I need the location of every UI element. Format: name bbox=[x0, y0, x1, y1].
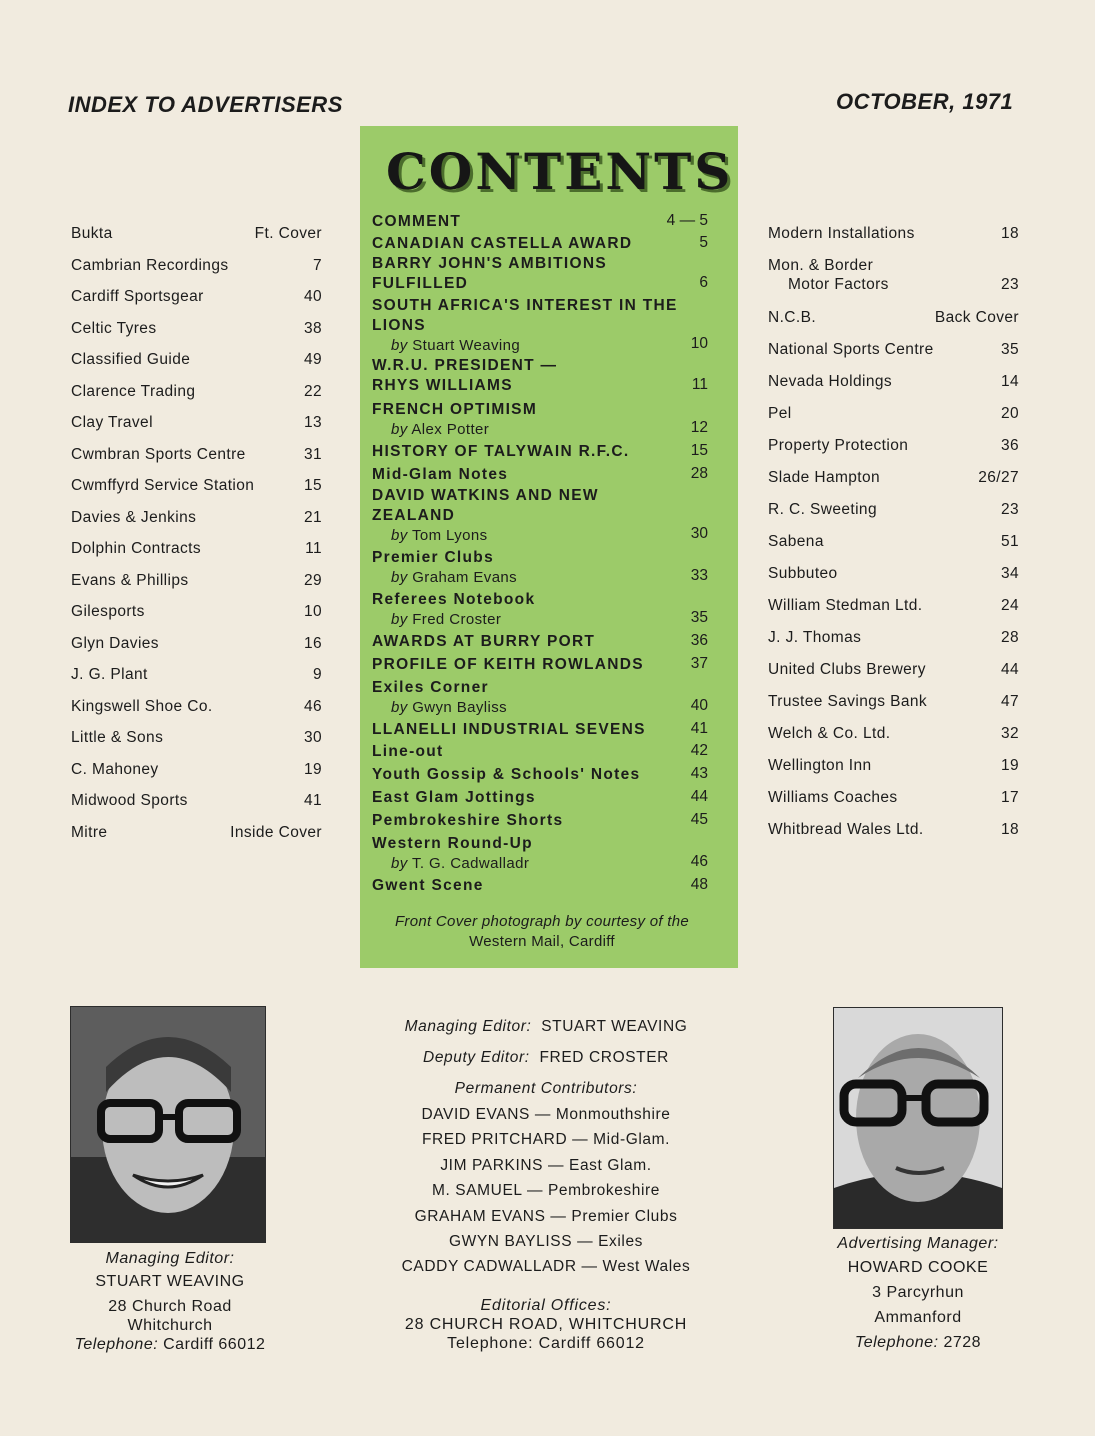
contents-item bbox=[372, 765, 722, 785]
contents-item bbox=[372, 356, 722, 396]
advertiser-page: 51 bbox=[1000, 533, 1019, 550]
contributor-line: GWYN BAYLISS — Exiles bbox=[448, 1232, 644, 1250]
contents-item-title: Exiles Corner bbox=[372, 679, 489, 696]
advertiser-row bbox=[768, 628, 1019, 660]
managing-editor-photo bbox=[70, 1006, 266, 1243]
contents-item-title: W.R.U. PRESIDENT — RHYS WILLIAMS bbox=[372, 357, 558, 394]
author-prefix: by bbox=[391, 421, 408, 438]
contents-item bbox=[372, 465, 722, 485]
advertiser-row bbox=[71, 634, 322, 666]
advertiser-page: 29 bbox=[303, 571, 322, 589]
contents-item-page: 11 bbox=[691, 376, 708, 393]
advertiser-page: 11 bbox=[305, 540, 322, 557]
advertising-manager-caption bbox=[808, 1234, 1028, 1352]
advertiser-page: 47 bbox=[1000, 693, 1019, 710]
contents-item bbox=[372, 400, 722, 439]
advertiser-page: 34 bbox=[1000, 565, 1019, 582]
advertiser-row bbox=[768, 660, 1019, 692]
advertiser-row bbox=[71, 508, 322, 540]
contents-heading: CONTENTS bbox=[386, 142, 734, 201]
contents-item-title: Line-out bbox=[372, 743, 444, 760]
contents-item-title: PROFILE OF KEITH ROWLANDS bbox=[372, 656, 644, 673]
advertiser-row bbox=[768, 564, 1019, 596]
contents-item-page: 43 bbox=[690, 765, 708, 782]
advertiser-page: 31 bbox=[303, 445, 322, 463]
contents-item bbox=[372, 590, 722, 629]
cover-credit-line2: Western Mail, Cardiff bbox=[469, 933, 615, 950]
contents-item-page: 5 bbox=[699, 234, 708, 251]
advertiser-page: 19 bbox=[303, 760, 322, 778]
contents-item-title: SOUTH AFRICA'S INTEREST IN THE LIONS bbox=[372, 297, 678, 334]
advertiser-name: United Clubs Brewery bbox=[768, 661, 926, 678]
contents-item-page: 36 bbox=[690, 632, 708, 649]
advertiser-page: 49 bbox=[303, 351, 322, 368]
contents-item-title: CANADIAN CASTELLA AWARD bbox=[372, 235, 633, 252]
cover-credit-line1: Front Cover photograph by courtesy of the bbox=[394, 913, 690, 930]
advertiser-row bbox=[768, 788, 1019, 820]
advertiser-page: 16 bbox=[303, 634, 322, 652]
contents-item-title: Referees Notebook bbox=[372, 591, 536, 608]
advertiser-row bbox=[71, 571, 322, 603]
contents-item-page: 12 bbox=[690, 419, 708, 436]
advertiser-row bbox=[71, 665, 322, 697]
advertiser-name: Mon. & Border bbox=[768, 257, 874, 274]
contents-item-title: Youth Gossip & Schools' Notes bbox=[372, 766, 641, 783]
advertiser-name: J. J. Thomas bbox=[768, 629, 862, 646]
caption-address-2: Ammanford bbox=[874, 1309, 962, 1326]
advertiser-page: 41 bbox=[303, 792, 322, 809]
contents-item bbox=[372, 876, 722, 896]
advertiser-name: Celtic Tyres bbox=[71, 319, 157, 337]
editorial-staff bbox=[360, 1016, 732, 1282]
advertiser-row bbox=[71, 445, 322, 477]
advertiser-page: 46 bbox=[303, 697, 322, 715]
advertiser-row bbox=[768, 692, 1019, 724]
contributor-line: GRAHAM EVANS — Premier Clubs bbox=[414, 1207, 678, 1225]
advertiser-row bbox=[71, 791, 322, 823]
advertiser-row bbox=[768, 308, 1019, 340]
contents-item-page: 28 bbox=[690, 465, 708, 482]
contents-item-title: Premier Clubs bbox=[372, 549, 494, 566]
contents-item-page: 46 bbox=[690, 853, 708, 870]
author-prefix: by bbox=[391, 611, 408, 628]
advertiser-name: Gilesports bbox=[71, 603, 145, 620]
advertiser-row bbox=[768, 404, 1019, 436]
managing-editor-line: Managing Editor: STUART WEAVING bbox=[404, 1018, 688, 1035]
advertiser-page: 15 bbox=[303, 477, 322, 494]
advertiser-name: Cwmbran Sports Centre bbox=[71, 445, 246, 463]
author-name: Tom Lyons bbox=[411, 527, 488, 544]
author-name: Stuart Weaving bbox=[412, 337, 521, 354]
contents-item-page: 45 bbox=[690, 811, 708, 828]
advertiser-name: William Stedman Ltd. bbox=[768, 597, 923, 614]
contents-item-author bbox=[372, 854, 722, 873]
advertiser-page: 13 bbox=[303, 414, 322, 431]
contributor-line: CADDY CADWALLADR — West Wales bbox=[401, 1258, 691, 1276]
advertiser-page: 36 bbox=[1000, 437, 1019, 454]
advertiser-row bbox=[71, 728, 322, 760]
advertiser-name: C. Mahoney bbox=[71, 760, 159, 778]
issue-date: OCTOBER, 1971 bbox=[836, 89, 1014, 114]
author-prefix: by bbox=[391, 855, 408, 872]
advertiser-name: Cwmffyrd Service Station bbox=[71, 477, 255, 494]
contents-panel bbox=[360, 126, 738, 968]
advertiser-name: Nevada Holdings bbox=[768, 373, 893, 390]
author-prefix: by bbox=[391, 337, 408, 354]
advertiser-row bbox=[71, 413, 322, 445]
contributors-label: Permanent Contributors: bbox=[454, 1080, 638, 1097]
contents-item-page: 6 bbox=[699, 274, 708, 291]
advertiser-name: Bukta bbox=[71, 225, 113, 242]
advertiser-page: 14 bbox=[1000, 373, 1019, 390]
advertiser-name: Glyn Davies bbox=[71, 634, 159, 652]
advertiser-page: 22 bbox=[303, 382, 322, 400]
contributor-line: M. SAMUEL — Pembrokeshire bbox=[431, 1182, 661, 1200]
contents-item-author bbox=[372, 568, 722, 587]
advertiser-name: Slade Hampton bbox=[768, 469, 881, 486]
advertiser-row bbox=[71, 319, 322, 351]
advertiser-row bbox=[71, 350, 322, 382]
advertiser-row bbox=[71, 823, 322, 855]
contents-item-title: AWARDS AT BURRY PORT bbox=[372, 633, 596, 650]
author-name: T. G. Cadwalladr bbox=[411, 855, 530, 872]
contents-item-author bbox=[372, 610, 722, 629]
caption-address-1: 28 Church Road bbox=[108, 1298, 232, 1315]
contents-item bbox=[372, 548, 722, 587]
offices-address: 28 CHURCH ROAD, WHITCHURCH bbox=[404, 1316, 688, 1333]
advertiser-page: Inside Cover bbox=[230, 823, 322, 841]
advertiser-row bbox=[768, 224, 1019, 256]
advertiser-row bbox=[71, 760, 322, 792]
contents-item-title: East Glam Jottings bbox=[372, 789, 536, 806]
advertiser-row bbox=[768, 340, 1019, 372]
offices-telephone: Telephone: Cardiff 66012 bbox=[447, 1335, 645, 1352]
author-prefix: by bbox=[391, 527, 408, 544]
advertiser-row bbox=[71, 382, 322, 414]
contents-item-title: DAVID WATKINS AND NEW ZEALAND bbox=[372, 487, 599, 524]
caption-address-2: Whitchurch bbox=[127, 1317, 213, 1334]
author-prefix: by bbox=[391, 699, 408, 716]
advertiser-name: Cambrian Recordings bbox=[71, 256, 229, 274]
advertiser-name: Wellington Inn bbox=[768, 757, 872, 774]
contents-item bbox=[372, 811, 722, 831]
contents-item-title: Western Round-Up bbox=[372, 835, 533, 852]
caption-telephone: Telephone: 2728 bbox=[854, 1334, 982, 1351]
contents-item-page: 40 bbox=[690, 697, 708, 714]
advertiser-page: 23 bbox=[1000, 276, 1019, 293]
advertiser-name: N.C.B. bbox=[768, 309, 817, 326]
contents-item-page: 35 bbox=[690, 609, 708, 626]
advertiser-name: Mitre bbox=[71, 823, 108, 841]
advertiser-page: 18 bbox=[1000, 225, 1019, 242]
contents-item-page: 44 bbox=[690, 788, 708, 805]
contents-item bbox=[372, 234, 722, 254]
advertiser-name-line2: Motor Factors bbox=[788, 276, 889, 293]
advertiser-row bbox=[768, 256, 1019, 308]
advertisers-list-left bbox=[71, 224, 322, 854]
advertiser-page: 35 bbox=[1000, 341, 1019, 358]
advertiser-name: Sabena bbox=[768, 533, 824, 550]
advertiser-page: 20 bbox=[1000, 405, 1019, 422]
advertiser-name: R. C. Sweeting bbox=[768, 501, 877, 518]
advertiser-row bbox=[768, 372, 1019, 404]
author-name: Alex Potter bbox=[411, 421, 490, 438]
contents-item bbox=[372, 834, 722, 873]
contents-item-page: 42 bbox=[690, 742, 708, 759]
contents-item-page: 41 bbox=[690, 720, 708, 737]
caption-role: Managing Editor: bbox=[105, 1250, 235, 1267]
contents-item bbox=[372, 212, 722, 232]
advertiser-name: J. G. Plant bbox=[71, 666, 148, 683]
contents-item-title: Pembrokeshire Shorts bbox=[372, 812, 564, 829]
advertiser-page: 18 bbox=[1000, 821, 1019, 838]
advertiser-name: Davies & Jenkins bbox=[71, 508, 197, 526]
contents-item-page: 37 bbox=[690, 655, 708, 672]
advertiser-name: Classified Guide bbox=[71, 351, 191, 368]
advertiser-page: 40 bbox=[303, 288, 322, 305]
contents-item-author bbox=[372, 698, 722, 717]
contents-item-page: 15 bbox=[690, 442, 708, 459]
contents-item bbox=[372, 442, 722, 462]
contents-item-page: 10 bbox=[690, 335, 708, 352]
caption-address-1: 3 Parcyrhun bbox=[872, 1284, 964, 1301]
contents-item bbox=[372, 655, 722, 675]
caption-name: STUART WEAVING bbox=[95, 1273, 245, 1290]
advertiser-page: 24 bbox=[1000, 597, 1019, 614]
advertiser-name: National Sports Centre bbox=[768, 341, 934, 358]
advertiser-row bbox=[768, 820, 1019, 852]
advertiser-name: Modern Installations bbox=[768, 225, 915, 242]
contents-item bbox=[372, 788, 722, 808]
author-prefix: by bbox=[391, 569, 408, 586]
author-name: Fred Croster bbox=[412, 611, 502, 628]
advertiser-row bbox=[768, 532, 1019, 564]
advertiser-row bbox=[768, 756, 1019, 788]
contents-item-title: BARRY JOHN'S AMBITIONS FULFILLED bbox=[372, 255, 607, 292]
advertiser-page: 21 bbox=[303, 508, 322, 526]
advertiser-name: Clarence Trading bbox=[71, 382, 196, 400]
author-name: Gwyn Bayliss bbox=[412, 699, 508, 716]
advertiser-page: 30 bbox=[303, 729, 322, 746]
advertisers-list-right bbox=[768, 224, 1019, 852]
contents-item-title: LLANELLI INDUSTRIAL SEVENS bbox=[372, 721, 646, 738]
advertiser-name: Welch & Co. Ltd. bbox=[768, 725, 891, 742]
contents-item-title: HISTORY OF TALYWAIN R.F.C. bbox=[372, 443, 630, 460]
contents-item-page: 33 bbox=[690, 567, 708, 584]
advertiser-row bbox=[768, 724, 1019, 756]
deputy-editor-line: Deputy Editor: FRED CROSTER bbox=[423, 1049, 669, 1066]
contents-item bbox=[372, 296, 722, 355]
contents-item-page: 4 — 5 bbox=[666, 212, 708, 229]
contents-item-author bbox=[372, 336, 722, 355]
advertiser-row bbox=[768, 468, 1019, 500]
advertiser-page: 9 bbox=[312, 666, 322, 683]
contributor-line: JIM PARKINS — East Glam. bbox=[440, 1156, 652, 1174]
contents-item-page: 30 bbox=[690, 525, 708, 542]
managing-editor-caption bbox=[60, 1249, 280, 1354]
advertiser-row bbox=[71, 602, 322, 634]
advertiser-row bbox=[71, 224, 322, 256]
advertiser-name: Trustee Savings Bank bbox=[768, 693, 928, 710]
caption-name: HOWARD COOKE bbox=[847, 1259, 989, 1276]
advertiser-page: 38 bbox=[303, 319, 322, 337]
advertiser-name: Property Protection bbox=[768, 437, 909, 454]
advertiser-row bbox=[768, 596, 1019, 628]
advertiser-row bbox=[71, 287, 322, 319]
contents-item-author bbox=[372, 526, 722, 545]
contents-item bbox=[372, 254, 722, 294]
advertiser-row bbox=[71, 256, 322, 288]
author-name: Graham Evans bbox=[412, 569, 518, 586]
contents-item bbox=[372, 742, 722, 762]
advertiser-page: 26/27 bbox=[978, 469, 1019, 486]
advertiser-row bbox=[768, 500, 1019, 532]
contents-item bbox=[372, 720, 722, 740]
contents-item-title: FRENCH OPTIMISM bbox=[372, 401, 538, 418]
advertiser-name: Little & Sons bbox=[71, 729, 164, 746]
advertiser-name: Evans & Phillips bbox=[71, 571, 189, 589]
contents-item-author bbox=[372, 420, 722, 439]
advertiser-row bbox=[71, 476, 322, 508]
contents-item-title: Mid-Glam Notes bbox=[372, 466, 509, 483]
contributor-line: DAVID EVANS — Monmouthshire bbox=[421, 1106, 671, 1123]
advertiser-page: 44 bbox=[1000, 661, 1019, 678]
advertiser-row bbox=[71, 697, 322, 729]
advertiser-name: Clay Travel bbox=[71, 414, 153, 431]
contents-item-title: Gwent Scene bbox=[372, 877, 484, 894]
index-heading: INDEX TO ADVERTISERS bbox=[68, 92, 343, 117]
advertiser-page: 32 bbox=[1000, 725, 1019, 742]
contributors-list bbox=[360, 1104, 732, 1282]
advertiser-name: Midwood Sports bbox=[71, 792, 188, 809]
advertiser-page: Ft. Cover bbox=[254, 225, 322, 242]
contents-item-title: COMMENT bbox=[372, 213, 462, 230]
advertiser-name: Dolphin Contracts bbox=[71, 540, 201, 557]
advertiser-page: 28 bbox=[1000, 629, 1019, 646]
advertising-manager-photo bbox=[833, 1007, 1003, 1229]
advertiser-page: 17 bbox=[1000, 789, 1019, 806]
advertiser-row bbox=[768, 436, 1019, 468]
caption-role: Advertising Manager: bbox=[837, 1235, 999, 1252]
advertiser-row bbox=[71, 539, 322, 571]
contents-item bbox=[372, 678, 722, 717]
advertiser-name: Pel bbox=[768, 405, 792, 422]
contents-item bbox=[372, 632, 722, 652]
advertiser-name: Kingswell Shoe Co. bbox=[71, 697, 213, 715]
advertiser-name: Whitbread Wales Ltd. bbox=[768, 821, 924, 838]
advertiser-page: 10 bbox=[303, 603, 322, 620]
advertiser-name: Cardiff Sportsgear bbox=[71, 288, 204, 305]
caption-telephone: Telephone: Cardiff 66012 bbox=[74, 1336, 266, 1353]
offices-label: Editorial Offices: bbox=[480, 1297, 612, 1314]
contents-item bbox=[372, 486, 722, 545]
advertiser-name: Subbuteo bbox=[768, 565, 838, 582]
advertiser-name: Williams Coaches bbox=[768, 789, 898, 806]
contents-item-page: 48 bbox=[690, 876, 708, 893]
cover-credit bbox=[360, 912, 724, 952]
contributor-line: FRED PRITCHARD — Mid-Glam. bbox=[421, 1131, 671, 1149]
advertiser-page: 19 bbox=[1000, 757, 1019, 774]
advertiser-page: 23 bbox=[1000, 501, 1019, 518]
advertiser-page: 7 bbox=[312, 256, 322, 274]
editorial-offices bbox=[360, 1296, 732, 1353]
advertiser-page: Back Cover bbox=[934, 309, 1019, 326]
